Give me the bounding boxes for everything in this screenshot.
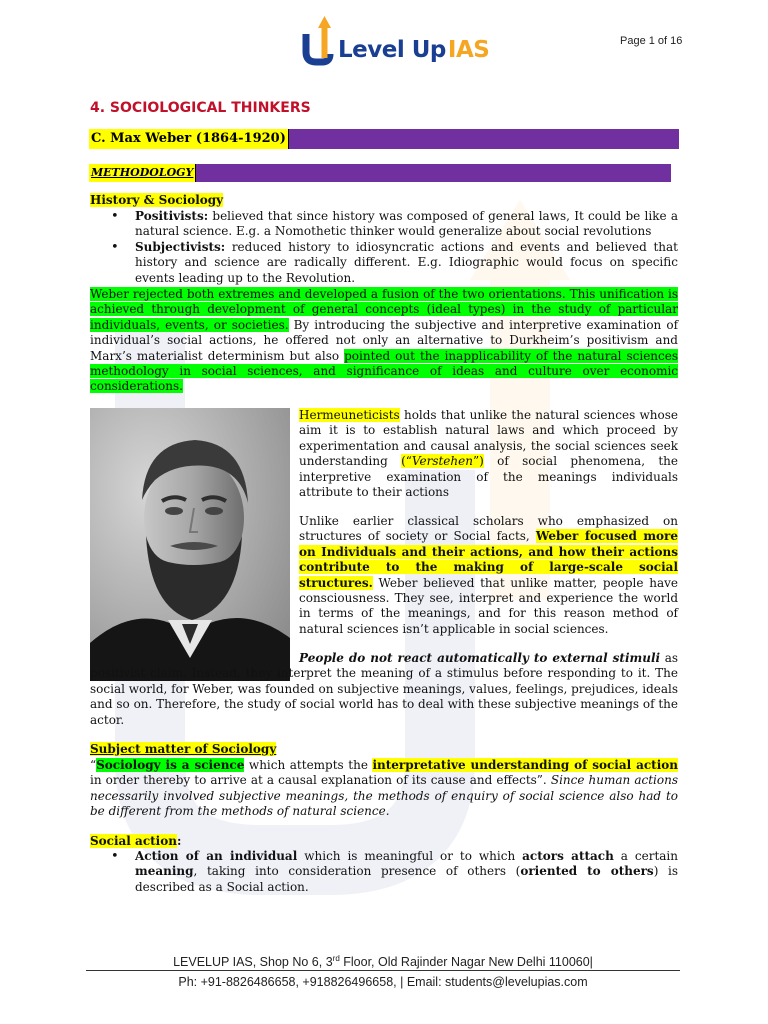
history-bullets: [108, 209, 678, 286]
portrait-photo: [90, 408, 290, 681]
footer-address: LEVELUP IAS, Shop No 6, 3rd Floor, Old Rajinder Nagar New Delhi 110060|: [173, 953, 593, 969]
brand-logo: [302, 12, 489, 68]
subsection-title-bar: [89, 164, 671, 182]
subject-matter-heading: Subject matter of Sociology: [90, 742, 277, 756]
history-sociology-heading: History & Sociology: [90, 193, 224, 207]
individuals-paragraph: Unlike earlier classical scholars who emphasized on structures of society or Social facts, Weber focused more on Individuals and their actions, and how their actions contribute to the making of large-scale social structures. Weber believed that unlike matter, people have consciousness. They see, interpret and experience the world in terms of the meanings, and for this reason method of natural sciences isn’t applicable in social sciences.: [299, 514, 678, 636]
hermeneutics-paragraph: Hermeuneticists holds that unlike the natural sciences whose aim it is to establish natural laws and which proceed by experimentation and causal analysis, the social sciences seek understanding (“Verstehen”) of social phenomena, the interpretive examination of the meanings individuals attribute to their actions: [299, 408, 678, 500]
subsection-title: METHODOLOGY: [89, 164, 196, 182]
max-weber-portrait: [90, 408, 290, 681]
fusion-paragraph: Weber rejected both extremes and developed a fusion of the two orientations. This unification is achieved through development of general concepts (ideal types) in the study of particular individuals, events, or societies. By introducing the subjective and interpretive examination of individual’s social actions, he offered not only an alternative to Durkheim’s positivism and Marx’s materialist determinism but also pointed out the inapplicability of the natural sciences methodology in social sciences, and significance of ideas and culture over economic considerations.: [90, 287, 679, 394]
social-action-bullets: [108, 849, 678, 895]
list-item: • Positivists: believed that since history was composed of general laws, It could be like a natural science. E.g. a Nomothetic thinker would generalize about social revolutions: [108, 209, 678, 240]
footer-divider: [86, 970, 680, 971]
logo-mark-icon: [302, 12, 336, 68]
page-number: Page 1 of 16: [620, 35, 683, 47]
subject-matter-paragraph: “Sociology is a science which attempts the interpretative understanding of social action in order thereby to arrive at a causal explanation of its cause and effects”. Since human actions necessarily involved subjective meanings, the methods of enquiry of social science also had to be different from the methods of natural science.: [90, 758, 678, 819]
list-item: • Subjectivists: reduced history to idiosyncratic actions and events and believed that history and science are radically different. E.g. Idiographic would focus on specific events leading up to the Revolution.: [108, 240, 678, 286]
list-item: • Action of an individual which is meaningful or to which actors attach a certain meaning, taking into consideration presence of others (oriented to others) is described as a Social action.: [108, 849, 678, 895]
footer-contact: Ph: +91-8826486658, +918826496658, | Email: students@levelupias.com: [178, 975, 588, 989]
chapter-title: 4. SOCIOLOGICAL THINKERS: [90, 100, 311, 116]
section-title-bar: [89, 129, 679, 149]
stimuli-paragraph: People do not react automatically to external stimuli as positivist claim. Instead, they interpret the meaning of a stimulus before responding to it. The social world, for Weber, was founded on subjective meanings, values, feelings, prejudices, ideals and so on. Therefore, the study of social world has to deal with these subjective meanings of the actor.: [90, 651, 678, 727]
logo-wordmark: Level UpIAS: [338, 36, 490, 63]
section-title: C. Max Weber (1864-1920): [89, 129, 289, 149]
social-action-heading: Social action:: [90, 834, 182, 848]
